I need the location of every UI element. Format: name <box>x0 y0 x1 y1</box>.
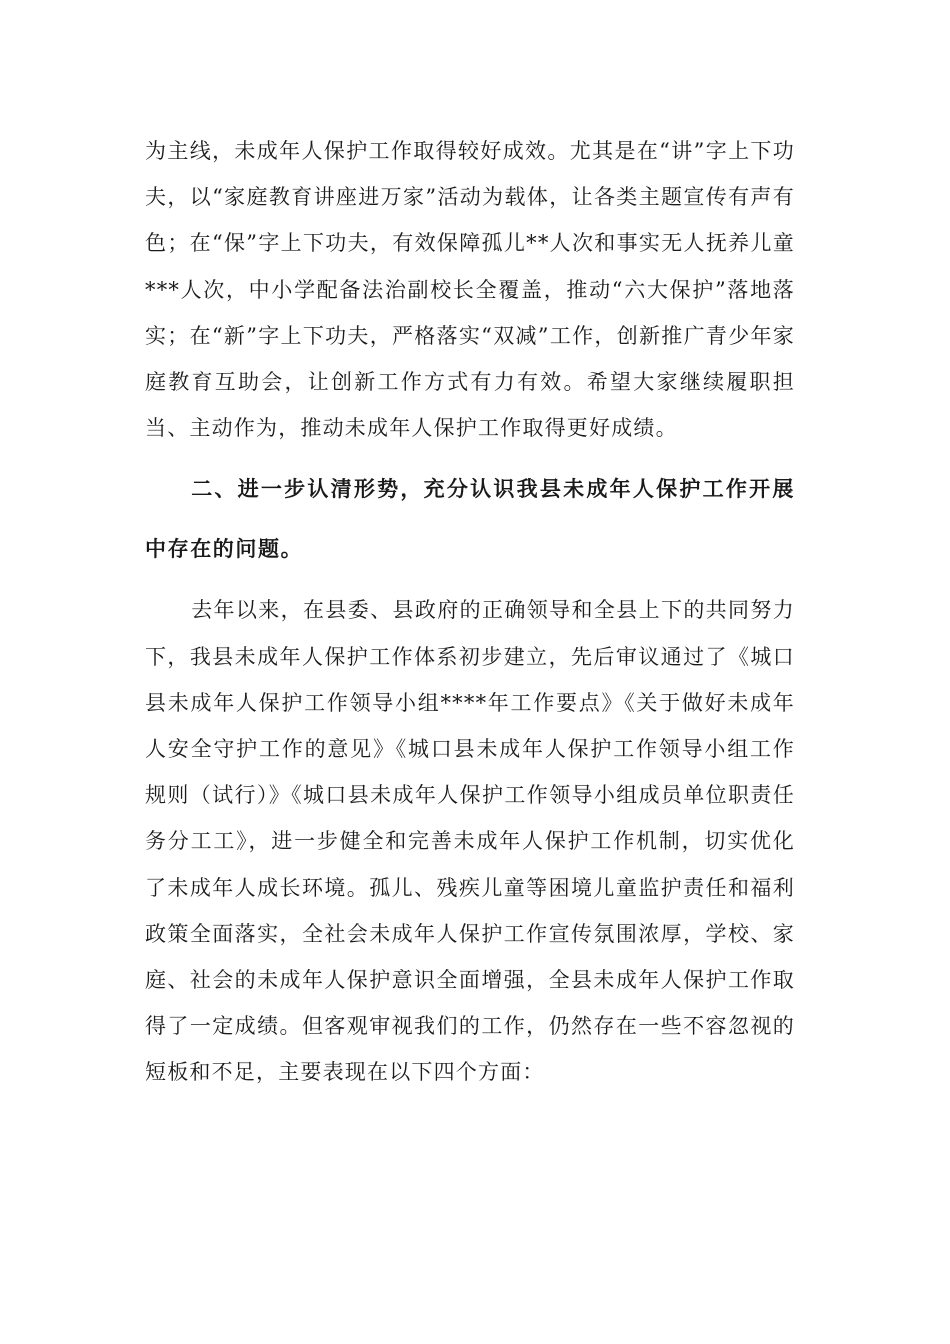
section-spacer <box>145 579 795 587</box>
section-spacer <box>145 451 795 459</box>
document-body <box>145 128 795 1096</box>
paragraph-continuation: 为主线，未成年人保护工作取得较好成效。尤其是在“讲”字上下功夫，以“家庭教育讲座进万家”活动为载体，让各类主题宣传有声有色；在“保”字上下功夫，有效保障孤儿**人次和事实无人抚养儿童***人次，中小学配备法治副校长全覆盖，推动“六大保护”落地落实；在“新”字上下功夫，严格落实“双减”工作，创新推广青少年家庭教育互助会，让创新工作方式有力有效。希望大家继续履职担当、主动作为，推动未成年人保护工作取得更好成绩。 <box>145 139 795 441</box>
section-heading: 二、进一步认清形势，充分认识我县未成年人保护工作开展中存在的问题。 <box>145 477 795 562</box>
paragraph-body: 去年以来，在县委、县政府的正确领导和全县上下的共同努力下，我县未成年人保护工作体系初步建立，先后审议通过了《城口县未成年人保护工作领导小组****年工作要点》《关于做好未成年人安全守护工作的意见》《城口县未成年人保护工作领导小组工作规则（试行）》《城口县未成年人保护工作领导小组成员单位职责任务分工工》，进一步健全和完善未成年人保护工作机制，切实优化了未成年人成长环境。孤儿、残疾儿童等困境儿童监护责任和福利政策全面落实，全社会未成年人保护工作宣传氛围浓厚，学校、家庭、社会的未成年人保护意识全面增强，全县未成年人保护工作取得了一定成绩。但客观审视我们的工作，仍然存在一些不容忽视的短板和不足，主要表现在以下四个方面： <box>145 598 795 1085</box>
